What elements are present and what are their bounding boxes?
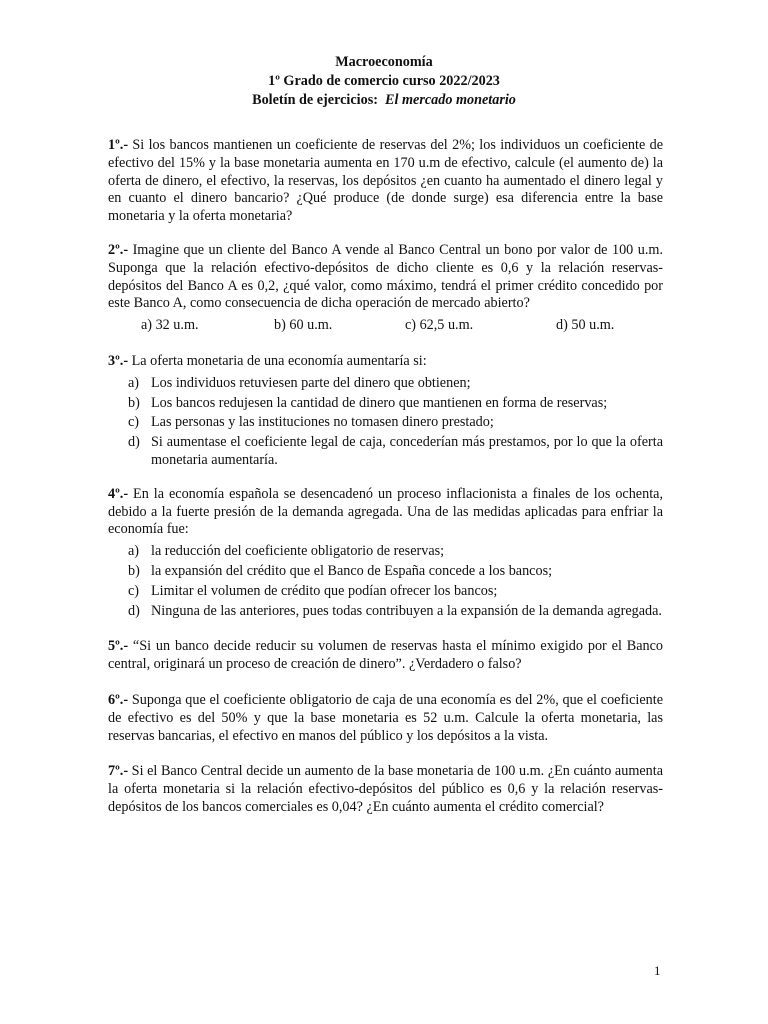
bulletin-prefix: Boletín de ejercicios: [252,92,378,108]
exercise-2-options [108,317,663,335]
exercise-3-items [108,375,663,470]
list-item: a) Los individuos retuviesen parte del dinero que obtienen; [128,374,471,391]
course-title: Macroeconomía [335,54,433,70]
list-item: b) la expansión del crédito que el Banco de España concede a los bancos; [128,562,553,579]
exercise-text: Suponga que el coeficiente obligatorio de caja de una economía es del 2%, que el coeficiente de efectivo es del 50% y que la base monetaria es 52 u.m. Calcule la oferta monetaria, las reservas bancarias, el efectivo en manos del público y los depósitos a la vista. [108,691,663,744]
option-b: b) 60 u.m. [274,317,333,334]
exercise-number: 5º.- [108,638,129,655]
exercise-1 [108,137,663,226]
exercise-6 [108,692,663,745]
exercise-text: Si los bancos mantienen un coeficiente de reservas del 2%; los individuos un coeficiente de efectivo del 15% y la base monetaria aumenta en 170 u.m de efectivo, calcule (el aumento de) la oferta de dinero, el efectivo, la reservas, los depósitos ¿en cuanto ha aumentado el dinero legal y en cuanto el dinero bancario? ¿Qué produce (de donde surge) esa diferencia entre la base monetaria y la oferta monetaria? [108,137,663,225]
exercise-number: 2º.- [108,241,129,258]
exercise-5 [108,638,663,674]
bulletin-topic: El mercado monetario [385,92,516,108]
page-number: 1 [654,963,661,978]
list-item: d) Ninguna de las anteriores, pues todas contribuyen a la expansión de la demanda agregada. [128,602,662,619]
exercise-4-items [108,543,663,620]
list-item: c) Limitar el volumen de crédito que podían ofrecer los bancos; [128,582,498,599]
exercise-list [108,137,663,817]
list-item: d) Si aumentase el coeficiente legal de caja, concederían más prestamos, por lo que la oferta monetaria aumentaría. [128,434,663,468]
exercise-number: 7º.- [108,763,129,780]
degree-line: 1º Grado de comercio curso 2022/2023 [268,73,500,89]
exercise-text: En la economía española se desencadenó un proceso inflacionista a finales de los ochenta, debido a la fuerte presión de la demanda agregada. Una de las medidas aplicadas para enfriar la economía fue: [108,485,663,538]
list-item: b) Los bancos redujesen la cantidad de dinero que mantienen en forma de reservas; [128,394,608,411]
option-d: d) 50 u.m. [556,317,615,334]
exercise-4 [108,486,663,539]
bulletin-line [0,92,768,111]
exercise-number: 3º.- [108,352,129,369]
option-c: c) 62,5 u.m. [405,317,474,334]
list-item: a) la reducción del coeficiente obligatorio de reservas; [128,543,445,560]
exercise-text: “Si un banco decide reducir su volumen de reservas hasta el mínimo exigido por el Banco central, originará un proceso de creación de dinero”. ¿Verdadero o falso? [108,638,663,673]
document-header [0,54,768,111]
exercise-text: Imagine que un cliente del Banco A vende al Banco Central un bono por valor de 100 u.m. Suponga que la relación efectivo-depósitos de dicho cliente es 0,6 y la relación reservas-depósitos del Banco A es 0,2, ¿qué valor, como máximo, tendrá el primer crédito concedido por este Banco A, como consecuencia de dicha operación de mercado abierto? [108,241,663,312]
list-item: c) Las personas y las instituciones no tomasen dinero prestado; [128,414,494,431]
exercise-3 [108,353,663,371]
exercise-text: La oferta monetaria de una economía aumentaría si: [128,352,427,369]
exercise-number: 4º.- [108,485,129,502]
exercise-text: Si el Banco Central decide un aumento de la base monetaria de 100 u.m. ¿En cuánto aumenta la oferta monetaria si la relación efectivo-depósitos del público es 0,6 y la relación reservas-depósitos de los bancos comerciales es 0,04? ¿En cuánto aumenta el crédito comercial? [108,763,663,815]
exercise-2 [108,242,663,313]
option-a: a) 32 u.m. [141,317,199,334]
exercise-number: 1º.- [108,137,129,153]
exercise-number: 6º.- [108,691,129,708]
exercise-7 [108,763,663,816]
